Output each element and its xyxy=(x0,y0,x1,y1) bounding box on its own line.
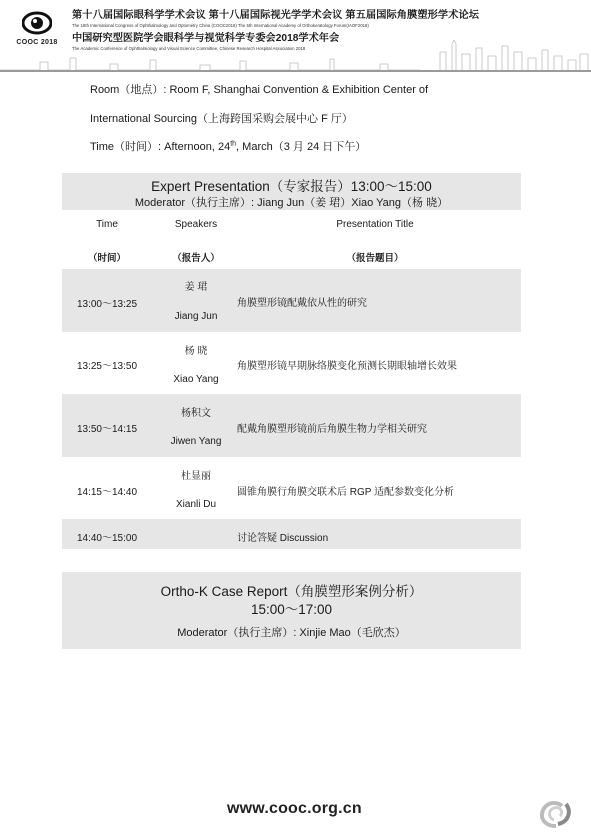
footer-url: www.cooc.org.cn xyxy=(227,800,362,817)
presentation-title: 角膜塑形镜配戴依从性的研究 xyxy=(237,298,367,309)
time-suffix: , March（3 月 24 日下午） xyxy=(236,141,367,153)
header-text xyxy=(72,6,502,51)
table-row xyxy=(62,457,521,519)
eye-logo-icon xyxy=(22,8,52,38)
table-row xyxy=(62,394,521,457)
presentation-title: 讨论答疑 Discussion xyxy=(237,533,329,544)
speaker-name-en: Jiwen Yang xyxy=(170,436,222,447)
col-header-time-cn: （时间） xyxy=(87,253,126,264)
speaker-name-cn: 杨积文 xyxy=(181,408,211,419)
session-title: Expert Presentation（专家报告）13:00～15:00 xyxy=(151,179,432,194)
col-header-title: Presentation Title xyxy=(336,219,414,230)
header-divider xyxy=(0,70,591,72)
table-row xyxy=(62,269,521,332)
session2-title-line2: 15:00～17:00 xyxy=(250,602,333,617)
session2-title-line1: Ortho-K Case Report（角膜塑形案例分析） xyxy=(160,584,423,599)
session2-moderator: Moderator（执行主席）: Xinjie Mao（毛欣杰） xyxy=(177,627,406,639)
logo-text: COOC 2018 xyxy=(16,39,58,46)
header-title-en-1: The 18th International Congress of Ophthalmology and Optometry China (COOC2018) The 5th International Academy of Orthokeratology Forum(IAOF2018) xyxy=(72,23,369,28)
case-report-section xyxy=(62,572,521,649)
speaker-name-en: Xianli Du xyxy=(175,499,217,510)
time-line xyxy=(90,138,520,154)
time-prefix: Time（时间）: Afternoon, 24 xyxy=(90,141,231,153)
header-title-en-2: The Academic Conference of Ophthalmology and Visual Science Committee, Chinese Research Hospital Association 2018 xyxy=(72,46,306,51)
speaker-name-cn: 杨 晓 xyxy=(184,346,208,357)
row-time: 13:25～13:50 xyxy=(76,361,138,372)
speaker-name-en: Jiang Jun xyxy=(174,311,218,322)
row-time: 14:40～15:00 xyxy=(76,533,138,544)
speaker-name-en: Xiao Yang xyxy=(173,374,219,385)
session-moderator: Moderator（执行主席）: Jiang Jun（姜 珺）Xiao Yang（杨 晓） xyxy=(134,197,449,209)
presentation-title: 圆锥角膜行角膜交联术后 RGP 适配参数变化分析 xyxy=(237,487,455,498)
presentation-title: 角膜塑形镜早期脉络膜变化预测长期眼轴增长效果 xyxy=(237,361,457,372)
col-header-speakers-cn: （报告人） xyxy=(172,253,220,264)
row-time: 13:50～14:15 xyxy=(76,424,138,435)
time-superscript: th xyxy=(230,140,237,148)
table-row xyxy=(62,519,521,549)
col-header-speakers: Speakers xyxy=(174,219,218,230)
col-header-time: Time xyxy=(96,219,118,230)
room-line-2: International Sourcing（上海跨国采购会展中心 F 厅） xyxy=(90,113,353,125)
swirl-logo-icon xyxy=(536,796,576,830)
presentation-title: 配戴角膜塑形镜前后角膜生物力学相关研究 xyxy=(237,424,427,435)
room-line-1: Room（地点）: Room F, Shanghai Convention & Exhibition Center of xyxy=(90,84,429,96)
page-header xyxy=(0,0,591,72)
row-time: 13:00～13:25 xyxy=(76,299,138,310)
header-title-cn-2: 中国研究型医院学会眼科学与视觉科学专委会2018学术年会 xyxy=(72,33,340,44)
col-header-title-cn: （报告题目） xyxy=(346,253,404,264)
speaker-name-cn: 姜 珺 xyxy=(184,282,208,293)
table-row xyxy=(62,332,521,394)
cooc-logo xyxy=(8,8,66,52)
speaker-name-cn: 杜显丽 xyxy=(181,471,211,482)
header-title-cn-1: 第十八届国际眼科学学术会议 第十八届国际视光学学术会议 第五届国际角膜塑形学术论坛 xyxy=(72,10,480,21)
row-time: 14:15～14:40 xyxy=(76,487,138,498)
expert-presentation-table xyxy=(62,173,521,549)
